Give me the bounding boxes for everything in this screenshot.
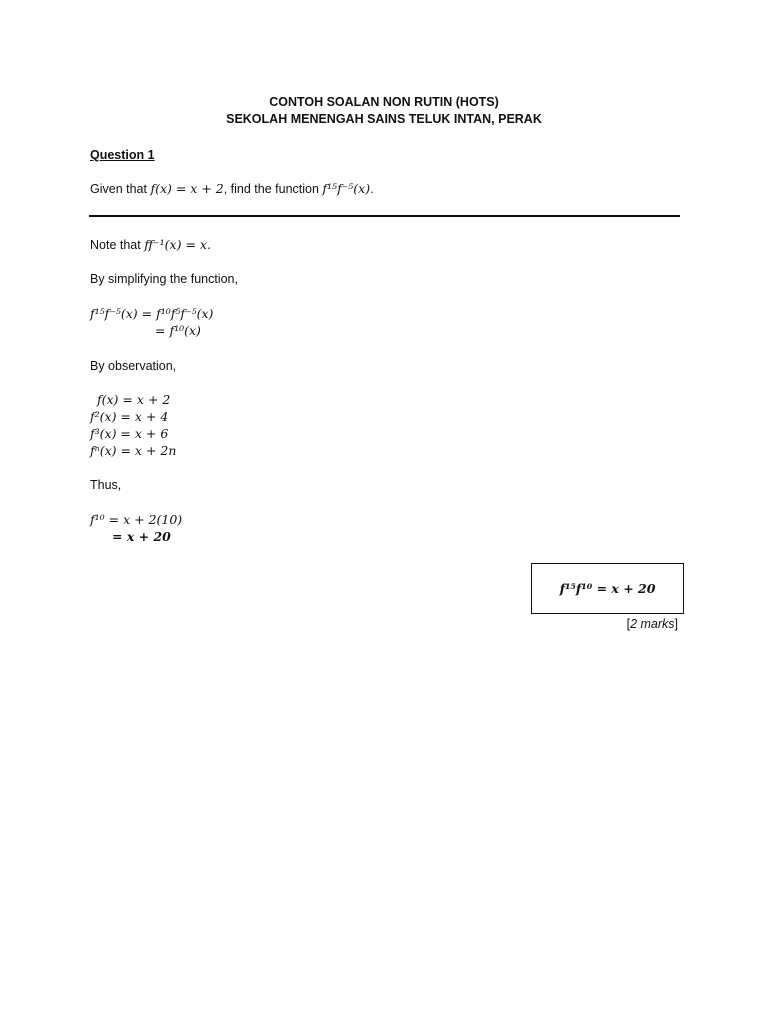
question-heading: Question 1 [90, 148, 155, 162]
question-suffix: . [370, 182, 374, 196]
note-line [90, 237, 211, 253]
thus-line-1: f¹⁰ = x + 2(10) [90, 512, 183, 527]
question-prefix: Given that [90, 182, 151, 196]
divider-rule [89, 215, 680, 217]
answer-box [531, 563, 684, 614]
answer-text: f¹⁵f¹⁰ = x + 20 [559, 581, 656, 596]
simplify-label: By simplifying the function, [90, 272, 238, 286]
simplify-line-1: f¹⁵f⁻⁵(x) = f¹⁰f⁵f⁻⁵(x) [90, 306, 214, 321]
header-title: CONTOH SOALAN NON RUTIN (HOTS) [269, 95, 499, 109]
thus-label: Thus, [90, 478, 122, 492]
observation-line-3: f³(x) = x + 6 [90, 426, 169, 441]
function-definition: f(x) = x + 2 [150, 181, 224, 196]
marks-label [560, 617, 678, 631]
simplify-line-2: = f¹⁰(x) [155, 323, 201, 338]
thus-line-2: = x + 20 [112, 529, 171, 544]
note-prefix: Note that [90, 238, 145, 252]
question-middle: , find the function [223, 182, 323, 196]
marks-text: 2 marks [630, 617, 675, 631]
question-text [90, 181, 374, 197]
note-math: ff⁻¹(x) = x. [144, 237, 211, 252]
observation-line-2: f²(x) = x + 4 [90, 409, 169, 424]
header-school: SEKOLAH MENENGAH SAINS TELUK INTAN, PERAK [226, 112, 542, 126]
observation-line-4: fⁿ(x) = x + 2n [90, 443, 177, 458]
observation-line-1: f(x) = x + 2 [97, 392, 171, 407]
marks-close: ] [674, 617, 678, 631]
observation-label: By observation, [90, 359, 177, 373]
target-function: f¹⁵f⁻⁵(x) [322, 181, 371, 196]
marks-open: [ [626, 617, 631, 631]
